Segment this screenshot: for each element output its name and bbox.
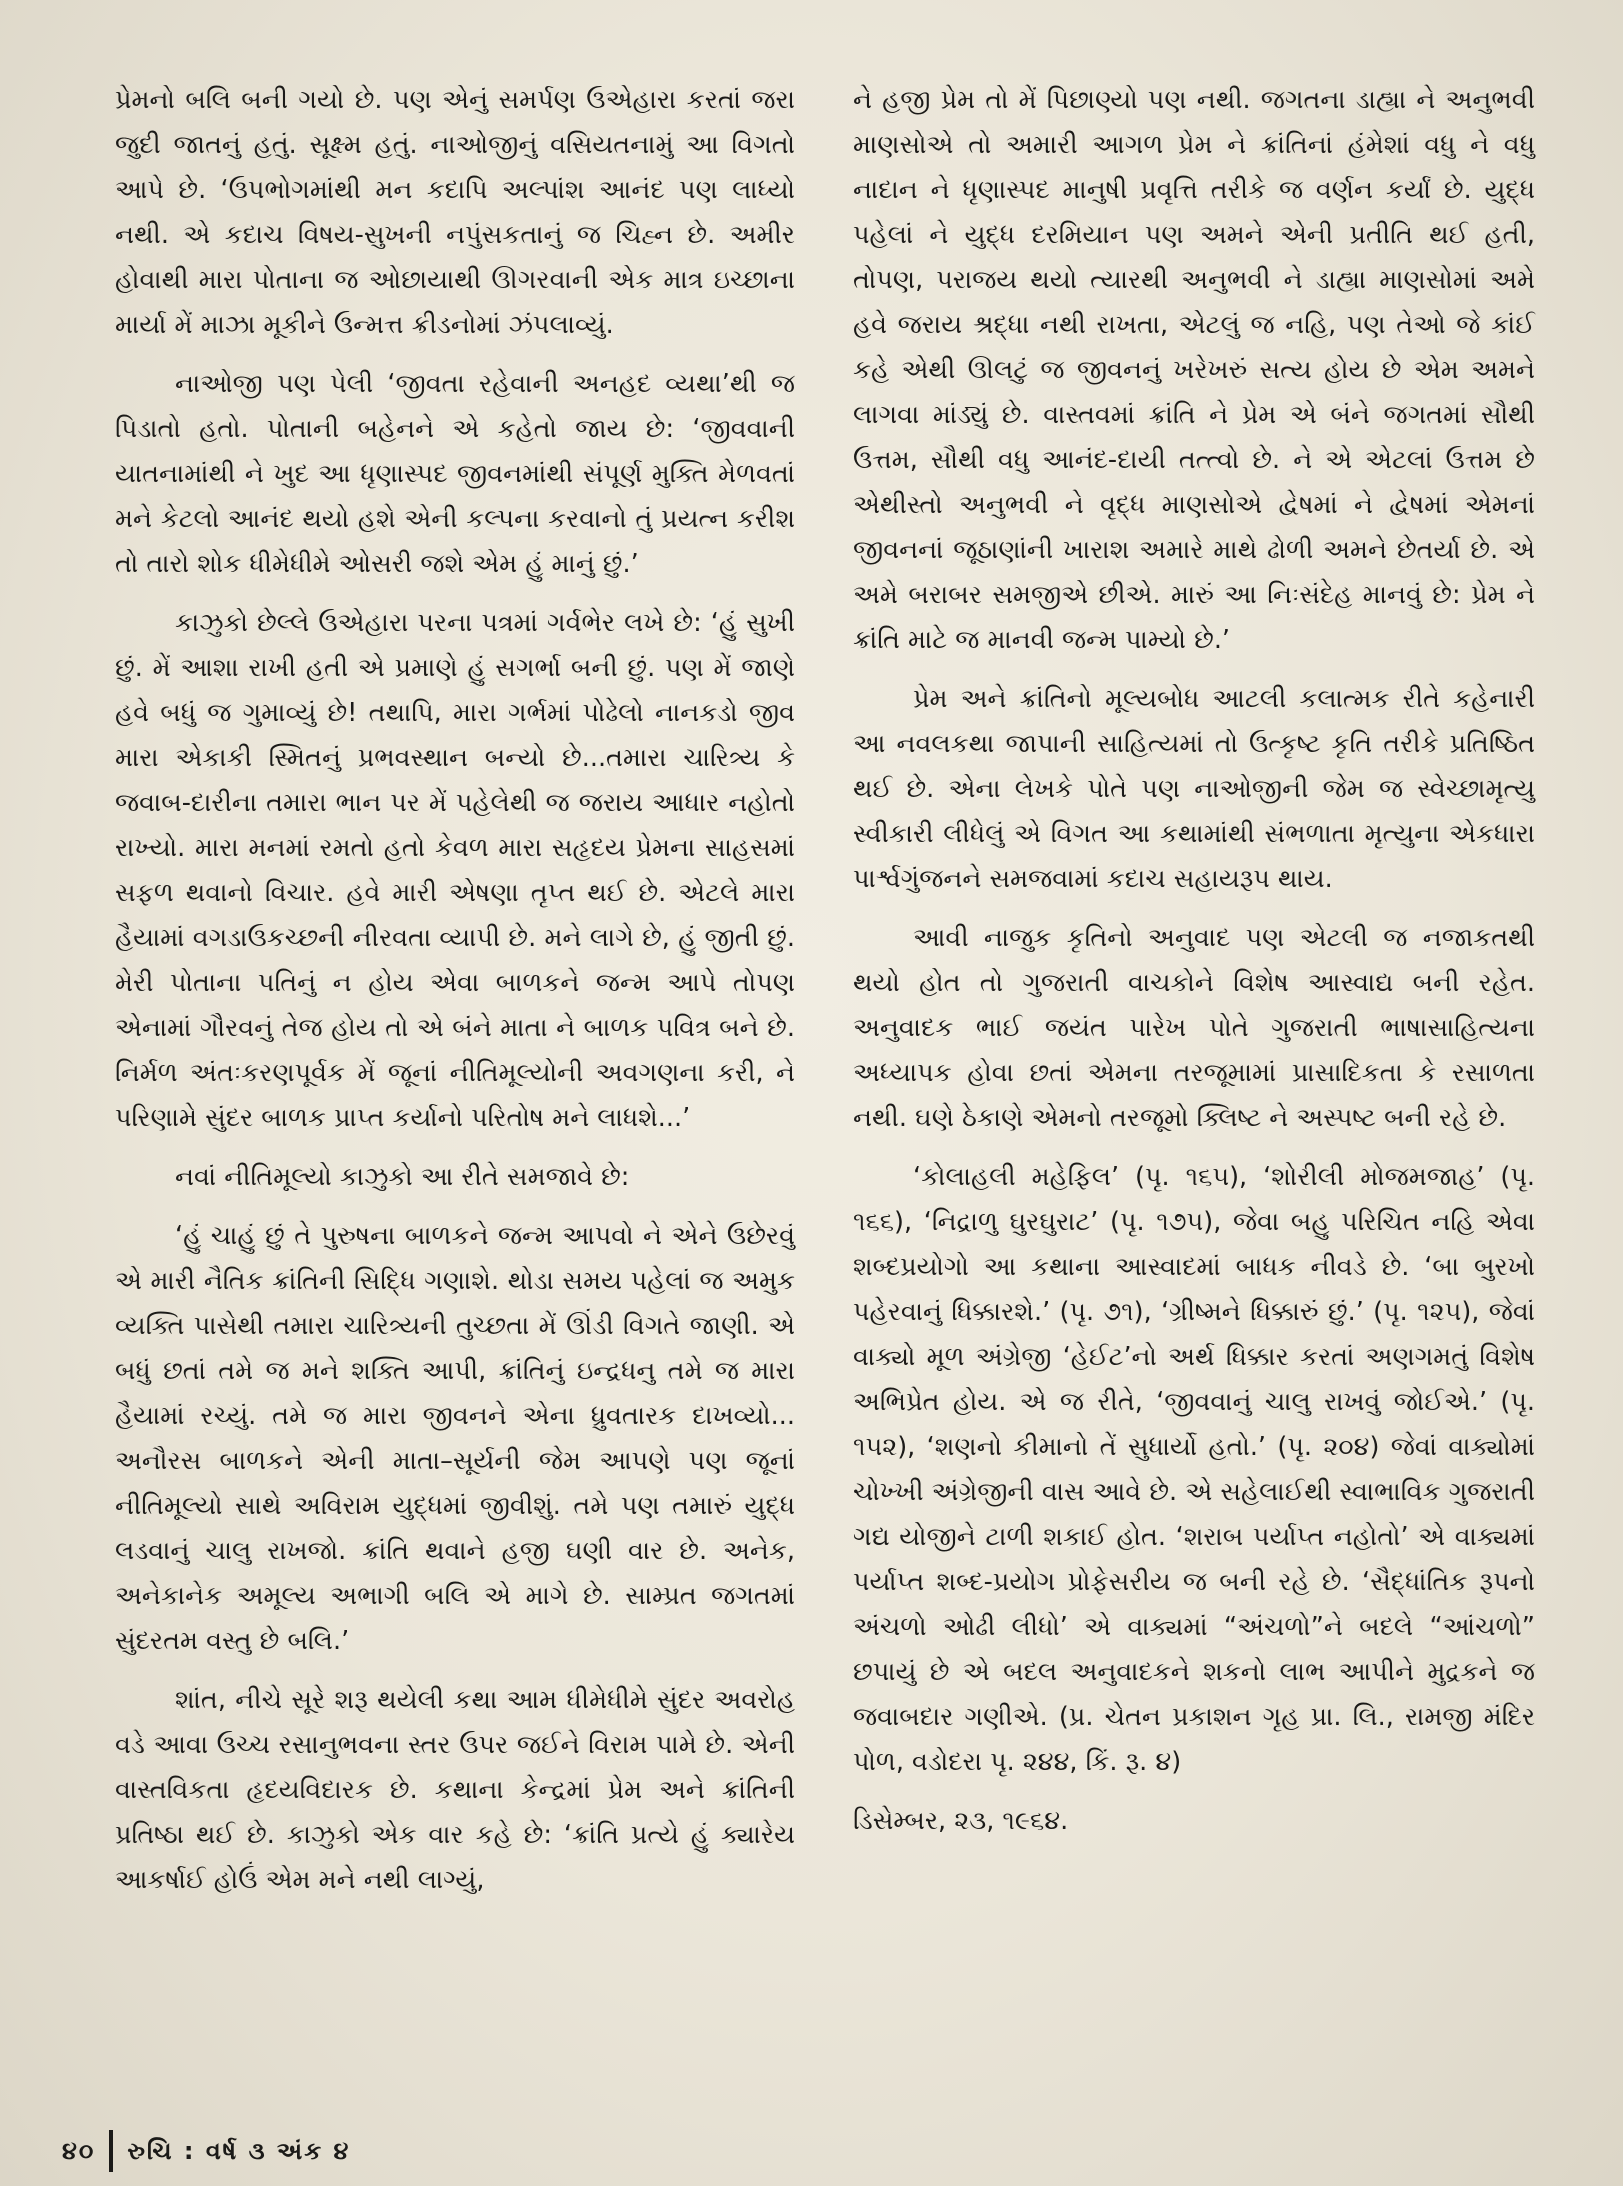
paragraph: નવાં નીતિમૂલ્યો કાઝુકો આ રીતે સમજાવે છે:: [175, 1162, 630, 1192]
paragraph: ‘કોલાહલી મહેફિલ’ (પૃ. ૧૬૫), ‘શોરીલી મોજમજાહ’ (પૃ. ૧૬૬), ‘નિદ્રાળુ ઘુરઘુરાટ’ (પૃ. ૧૭૫), જેવા બહુ પરિચિત નહિ એવા શબ્દપ્રયોગો આ કથાના આસ્વાદમાં બાધક નીવડે છે. ‘બા બુરખો પહેરવાનું ધિક્કારશે.’ (પૃ. ૭૧), ‘ગ્રીષ્મને ધિક્કારું છું.’ (પૃ. ૧૨૫), જેવાં વાક્યો મૂળ અંગ્રેજી ‘હેઈટ’નો અર્થ ધિક્કાર કરતાં અણગમતું વિશેષ અભિપ્રેત હોય. એ જ રીતે, ‘જીવવાનું ચાલુ રાખવું જોઈએ.’ (પૃ. ૧૫૨), ‘શણનો કીમાનો તેં સુધાર્યો હતો.’ (પૃ. ૨૦૪) જેવાં વાક્યોમાં ચોખ્ખી અંગ્રેજીની વાસ આવે છે. એ સહેલાઈથી સ્વાભાવિક ગુજરાતી ગદ્ય યોજીને ટાળી શકાઈ હોત. ‘શરાબ પર્યાપ્ત નહોતો’ એ વાક્યમાં પર્યાપ્ત શબ્દ-પ્રયોગ પ્રોફેસરીય જ બની રહે છે. ‘સૈદ્ધાંતિક રૂપનો અંચળો ઓઢી લીધો’ એ વાક્યમાં “અંચળો”ને બદલે “આંચળો” છપાયું છે એ બદલ અનુવાદકને શકનો લાભ આપીને મુદ્રકને જ જવાબદાર ગણીએ. (પ્ર. ચેતન પ્રકાશન ગૃહ પ્રા. લિ., રામજી મંદિર પોળ, વડોદરા પૃ. ૨૪૪, કિં. રૂ. ૪): [853, 1162, 1535, 1777]
paragraph: પ્રેમ અને ક્રાંતિનો મૂલ્યબોધ આટલી કલાત્મક રીતે કહેનારી આ નવલકથા જાપાની સાહિત્યમાં તો ઉત્કૃષ્ટ કૃતિ તરીકે પ્રતિષ્ઠિત થઈ છે. એના લેખકે પોતે પણ નાઓજીની જેમ જ સ્વેચ્છામૃત્યુ સ્વીકારી લીધેલું એ વિગત આ કથામાંથી સંભળાતા મૃત્યુના એકધારા પાર્શ્વગુંજનને સમજવામાં કદાચ સહાયરૂપ થાય.: [853, 684, 1535, 894]
paragraph: કાઝુકો છેલ્લે ઉએહારા પરના પત્રમાં ગર્વભેર લખે છે: ‘હું સુખી છું. મેં આશા રાખી હતી એ પ્રમાણે હું સગર્ભા બની છું. પણ મેં જાણે હવે બધું જ ગુમાવ્યું છે! તથાપિ, મારા ગર્ભમાં પોઢેલો નાનકડો જીવ મારા એકાકી સ્મિતનું પ્રભવસ્થાન બન્યો છે...તમારા ચારિત્ર્ય કે જવાબ-દારીના તમારા ભાન પર મેં પહેલેથી જ જરાય આધાર નહોતો રાખ્યો. મારા મનમાં રમતો હતો કેવળ મારા સહૃદય પ્રેમના સાહસમાં સફળ થવાનો વિચાર. હવે મારી એષણા તૃપ્ત થઈ છે. એટલે મારા હૈયામાં વગડાઉકચ્છની નીરવતા વ્યાપી છે. મને લાગે છે, હું જીતી છું. મેરી પોતાના પતિનું ન હોય એવા બાળકને જન્મ આપે તોપણ એનામાં ગૌરવનું તેજ હોય તો એ બંને માતા ને બાળક પવિત્ર બને છે. નિર્મળ અંતઃકરણપૂર્વક મેં જૂનાં નીતિમૂલ્યોની અવગણના કરી, ને પરિણામે સુંદર બાળક પ્રાપ્ત કર્યાનો પરિતોષ મને લાધશે...’: [115, 608, 795, 1133]
paragraph: ને હજી પ્રેમ તો મેં પિછાણ્યો પણ નથી. જગતના ડાહ્યા ને અનુભવી માણસોએ તો અમારી આગળ પ્રેમ ને ક્રાંતિનાં હંમેશાં વધુ ને વધુ નાદાન ને ધૃણાસ્પદ માનુષી પ્રવૃત્તિ તરીકે જ વર્ણન કર્યાં છે. યુદ્ધ પહેલાં ને યુદ્ધ દરમિયાન પણ અમને એની પ્રતીતિ થઈ હતી, તોપણ, પરાજય થયો ત્યારથી અનુભવી ને ડાહ્યા માણસોમાં અમે હવે જરાય શ્રદ્ધા નથી રાખતા, એટલું જ નહિ, પણ તેઓ જે કાંઈ કહે એથી ઊલટું જ જીવનનું ખરેખરું સત્ય હોય છે એમ અમને લાગવા માંડ્યું છે. વાસ્તવમાં ક્રાંતિ ને પ્રેમ એ બંને જગતમાં સૌથી ઉત્તમ, સૌથી વધુ આનંદ-દાયી તત્ત્વો છે. ને એ એટલાં ઉત્તમ છે એથીસ્તો અનુભવી ને વૃદ્ધ માણસોએ દ્વેષમાં ને દ્વેષમાં એમનાં જીવનનાં જૂઠાણાંની ખારાશ અમારે માથે ઢોળી અમને છેતર્યા છે. એ અમે બરાબર સમજીએ છીએ. મારું આ નિઃસંદેહ માનવું છે: પ્રેમ ને ક્રાંતિ માટે જ માનવી જન્મ પામ્યો છે.’: [853, 85, 1535, 655]
paragraph: આવી નાજુક કૃતિનો અનુવાદ પણ એટલી જ નજાકતથી થયો હોત તો ગુજરાતી વાચકોને વિશેષ આસ્વાદ્ય બની રહેત. અનુવાદક ભાઈ જયંત પારેખ પોતે ગુજરાતી ભાષાસાહિત્યના અધ્યાપક હોવા છતાં એમના તરજૂમામાં પ્રાસાદિકતા કે રસાળતા નથી. ઘણે ઠેકાણે એમનો તરજૂમો ક્લિષ્ટ ને અસ્પષ્ટ બની રહે છે.: [853, 923, 1535, 1133]
date-line: ડિસેમ્બર, ૨૩, ૧૯૬૪.: [853, 1806, 1069, 1836]
paragraph: શાંત, નીચે સૂરે શરૂ થયેલી કથા આમ ધીમેધીમે સુંદર અવરોહ વડે આવા ઉચ્ચ રસાનુભવના સ્તર ઉપર જઈને વિરામ પામે છે. એની વાસ્તવિકતા હૃદયવિદારક છે. કથાના કેન્દ્રમાં પ્રેમ અને ક્રાંતિની પ્રતિષ્ઠા થઈ છે. કાઝુકો એક વાર કહે છે: ‘ક્રાંતિ પ્રત્યે હું ક્યારેય આકર્ષાઈ હોઉં એમ મને નથી લાગ્યું,: [115, 1685, 795, 1895]
left-column: [115, 78, 795, 1917]
page-number: ૪૦: [62, 2137, 96, 2165]
quote-paragraph: ‘હું ચાહું છું તે પુરુષના બાળકને જન્મ આપવો ને એને ઉછેરવું એ મારી નૈતિક ક્રાંતિની સિદ્ધિ ગણાશે. થોડા સમય પહેલાં જ અમુક વ્યક્તિ પાસેથી તમારા ચારિત્ર્યની તુચ્છતા મેં ઊંડી વિગતે જાણી. એ બધું છતાં તમે જ મને શક્તિ આપી, ક્રાંતિનું ઇન્દ્રધનુ તમે જ મારા હૈયામાં રચ્યું. તમે જ મારા જીવનને એના ધ્રુવતારક દાખવ્યો... અનૌરસ બાળકને એની માતા–સૂર્યની જેમ આપણે પણ જૂનાં નીતિમૂલ્યો સાથે અવિરામ યુદ્ધમાં જીવીશું. તમે પણ તમારું યુદ્ધ લડવાનું ચાલુ રાખજો. ક્રાંતિ થવાને હજી ઘણી વાર છે. અનેક, અનેકાનેક અમૂલ્ય અભાગી બલિ એ માગે છે. સામ્પ્રત જગતમાં સુંદરતમ વસ્તુ છે બલિ.’: [115, 1221, 795, 1656]
right-column: [853, 78, 1535, 1858]
paragraph: પ્રેમનો બલિ બની ગયો છે. પણ એનું સમર્પણ ઉએહારા કરતાં જરા જુદી જાતનું હતું. સૂક્ષ્મ હતું. નાઓજીનું વસિયતનામું આ વિગતો આપે છે. ‘ઉપભોગમાંથી મન કદાપિ અલ્પાંશ આનંદ પણ લાધ્યો નથી. એ કદાચ વિષય-સુખની નપુંસકતાનું જ ચિહ્ન છે. અમીર હોવાથી મારા પોતાના જ ઓછાયાથી ઊગરવાની એક માત્ર ઇચ્છાના માર્યા મેં માઝા મૂકીને ઉન્મત્ત ક્રીડનોમાં ઝંપલાવ્યું.: [115, 85, 795, 340]
journal-issue: રુચિ : વર્ષ ૩ અંક ૪: [127, 2137, 351, 2165]
footer-divider: [109, 2130, 113, 2172]
paragraph: નાઓજી પણ પેલી ‘જીવતા રહેવાની અનહદ વ્યથા’થી જ પિડાતો હતો. પોતાની બહેનને એ કહેતો જાય છે: ‘જીવવાની યાતનામાંથી ને ખુદ આ ધૃણાસ્પદ જીવનમાંથી સંપૂર્ણ મુક્તિ મેળવતાં મને કેટલો આનંદ થયો હશે એની કલ્પના કરવાનો તું પ્રયત્ન કરીશ તો તારો શોક ધીમેધીમે ઓસરી જશે એમ હું માનું છું.’: [115, 369, 795, 579]
page-footer: [62, 2133, 350, 2169]
